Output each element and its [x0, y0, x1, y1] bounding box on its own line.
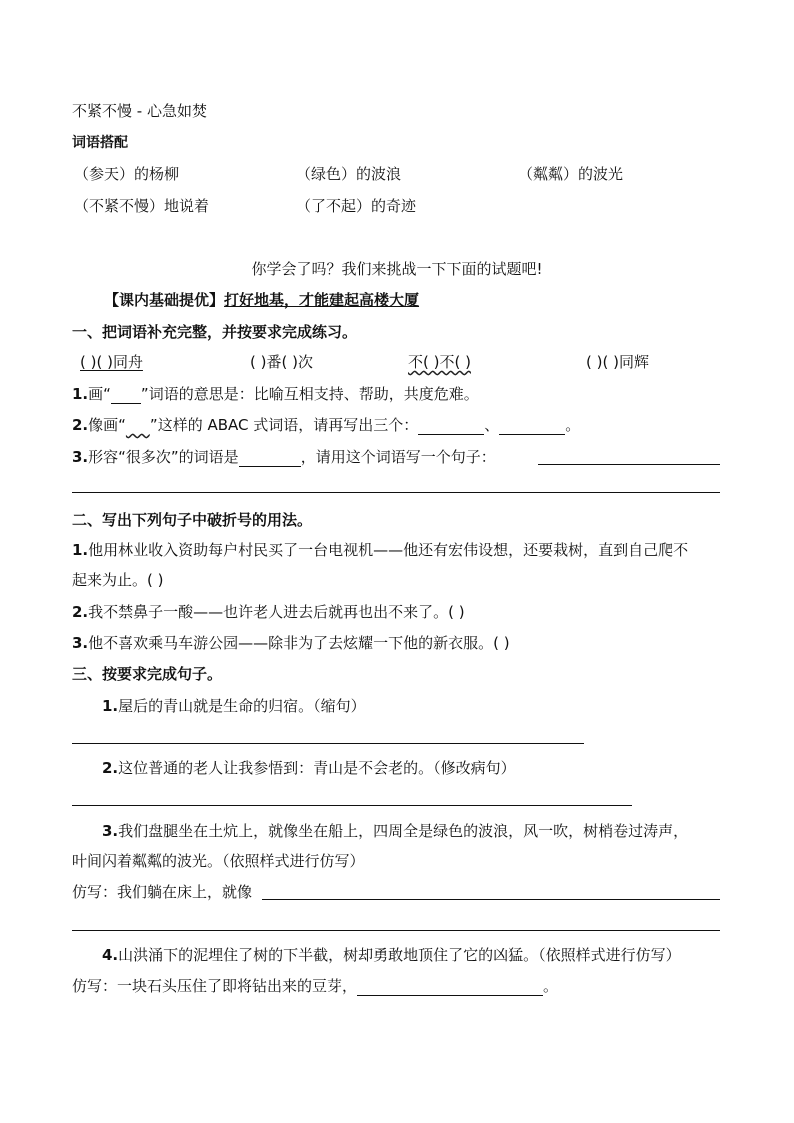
task-4: 4.山洪涌下的泥埋住了树的下半截，树却勇敢地顶住了它的凶猛。（依照样式进行仿写）	[102, 946, 681, 964]
task-2: 2.这位普通的老人让我参悟到：青山是不会老的。（修改病句）	[102, 759, 516, 777]
answer-blank[interactable]	[239, 450, 301, 467]
task-3: 3.我们盘腿坐在土炕上，就像坐在船上，四周全是绿色的波浪，风一吹，树梢卷过涛声，	[102, 822, 689, 840]
banner	[104, 290, 419, 310]
word-blank-tonghui[interactable]: ( )( )同辉	[586, 353, 649, 371]
section2-title: 二、写出下列句子中破折号的用法。	[72, 511, 313, 529]
dash-sentence-3: 3.他不喜欢乘马车游公园——除非为了去炫耀一下他的新衣服。( )	[72, 634, 510, 652]
answer-blank[interactable]	[418, 418, 484, 435]
banner-slogan: 打好地基，才能建起高楼大厦	[224, 291, 420, 309]
task-1: 1.屋后的青山就是生命的归宿。（缩句）	[102, 697, 366, 715]
imitate-4-prompt: 仿写：一块石头压住了即将钻出来的豆芽， 。	[72, 977, 559, 995]
task-3-cont: 叶间闪着粼粼的波光。（依照样式进行仿写）	[72, 852, 365, 870]
word-blank-fanci[interactable]: ( )番( )次	[250, 353, 313, 371]
word-blank-bubu[interactable]: 不( )不( )	[408, 353, 471, 371]
collocation-item: （了不起）的奇迹	[296, 197, 417, 215]
collocation-item: （不紧不慢）地说着	[74, 197, 210, 215]
collocation-item: （参天）的杨柳	[74, 165, 180, 183]
banner-bracket: 【课内基础提优】	[104, 291, 225, 309]
answer-blank[interactable]	[357, 979, 543, 996]
question-2: 2.像画“​ ”这样的 ABAC 式词语，请再写出三个： 、 。	[72, 416, 581, 434]
answer-line[interactable]	[72, 492, 720, 493]
answer-line[interactable]	[538, 464, 720, 465]
collocation-title: 词语搭配	[72, 135, 128, 151]
section3-title: 三、按要求完成句子。	[72, 665, 223, 683]
dash-sentence-1-cont: 起来为止。( )	[72, 571, 164, 589]
imitate-3-prompt: 仿写：我们躺在床上，就像	[72, 883, 253, 901]
wavy-underline-sample: ​	[125, 416, 150, 434]
answer-line[interactable]	[72, 743, 584, 744]
dash-sentence-1: 1.他用林业收入资助每户村民买了一台电视机——他还有宏伟设想，还要栽树，直到自己爬不	[72, 541, 689, 559]
challenge-line: 你学会了吗？我们来挑战一下下面的试题吧!	[251, 260, 543, 278]
antonym-pair: 不紧不慢 - 心急如焚	[72, 102, 207, 120]
collocation-item: （粼粼）的波光	[518, 165, 624, 183]
answer-line[interactable]	[72, 930, 720, 931]
collocation-item: （绿色）的波浪	[296, 165, 402, 183]
answer-blank[interactable]	[499, 418, 565, 435]
answer-line[interactable]	[72, 805, 632, 806]
answer-line[interactable]	[262, 899, 720, 900]
question-1: 1.画“ ”词语的意思是：比喻互相支持、帮助，共度危难。	[72, 385, 479, 403]
section1-title: 一、把词语补充完整，并按要求完成练习。	[72, 323, 358, 341]
question-3: 3.形容“很多次”的词语是 ，请用这个词语写一个句子：	[72, 448, 496, 466]
word-blank-tongzhou[interactable]: ( )( )同舟	[80, 353, 143, 371]
dash-sentence-2: 2.我不禁鼻子一酸——也许老人进去后就再也出不来了。( )	[72, 603, 465, 621]
straight-underline-sample	[111, 387, 141, 404]
